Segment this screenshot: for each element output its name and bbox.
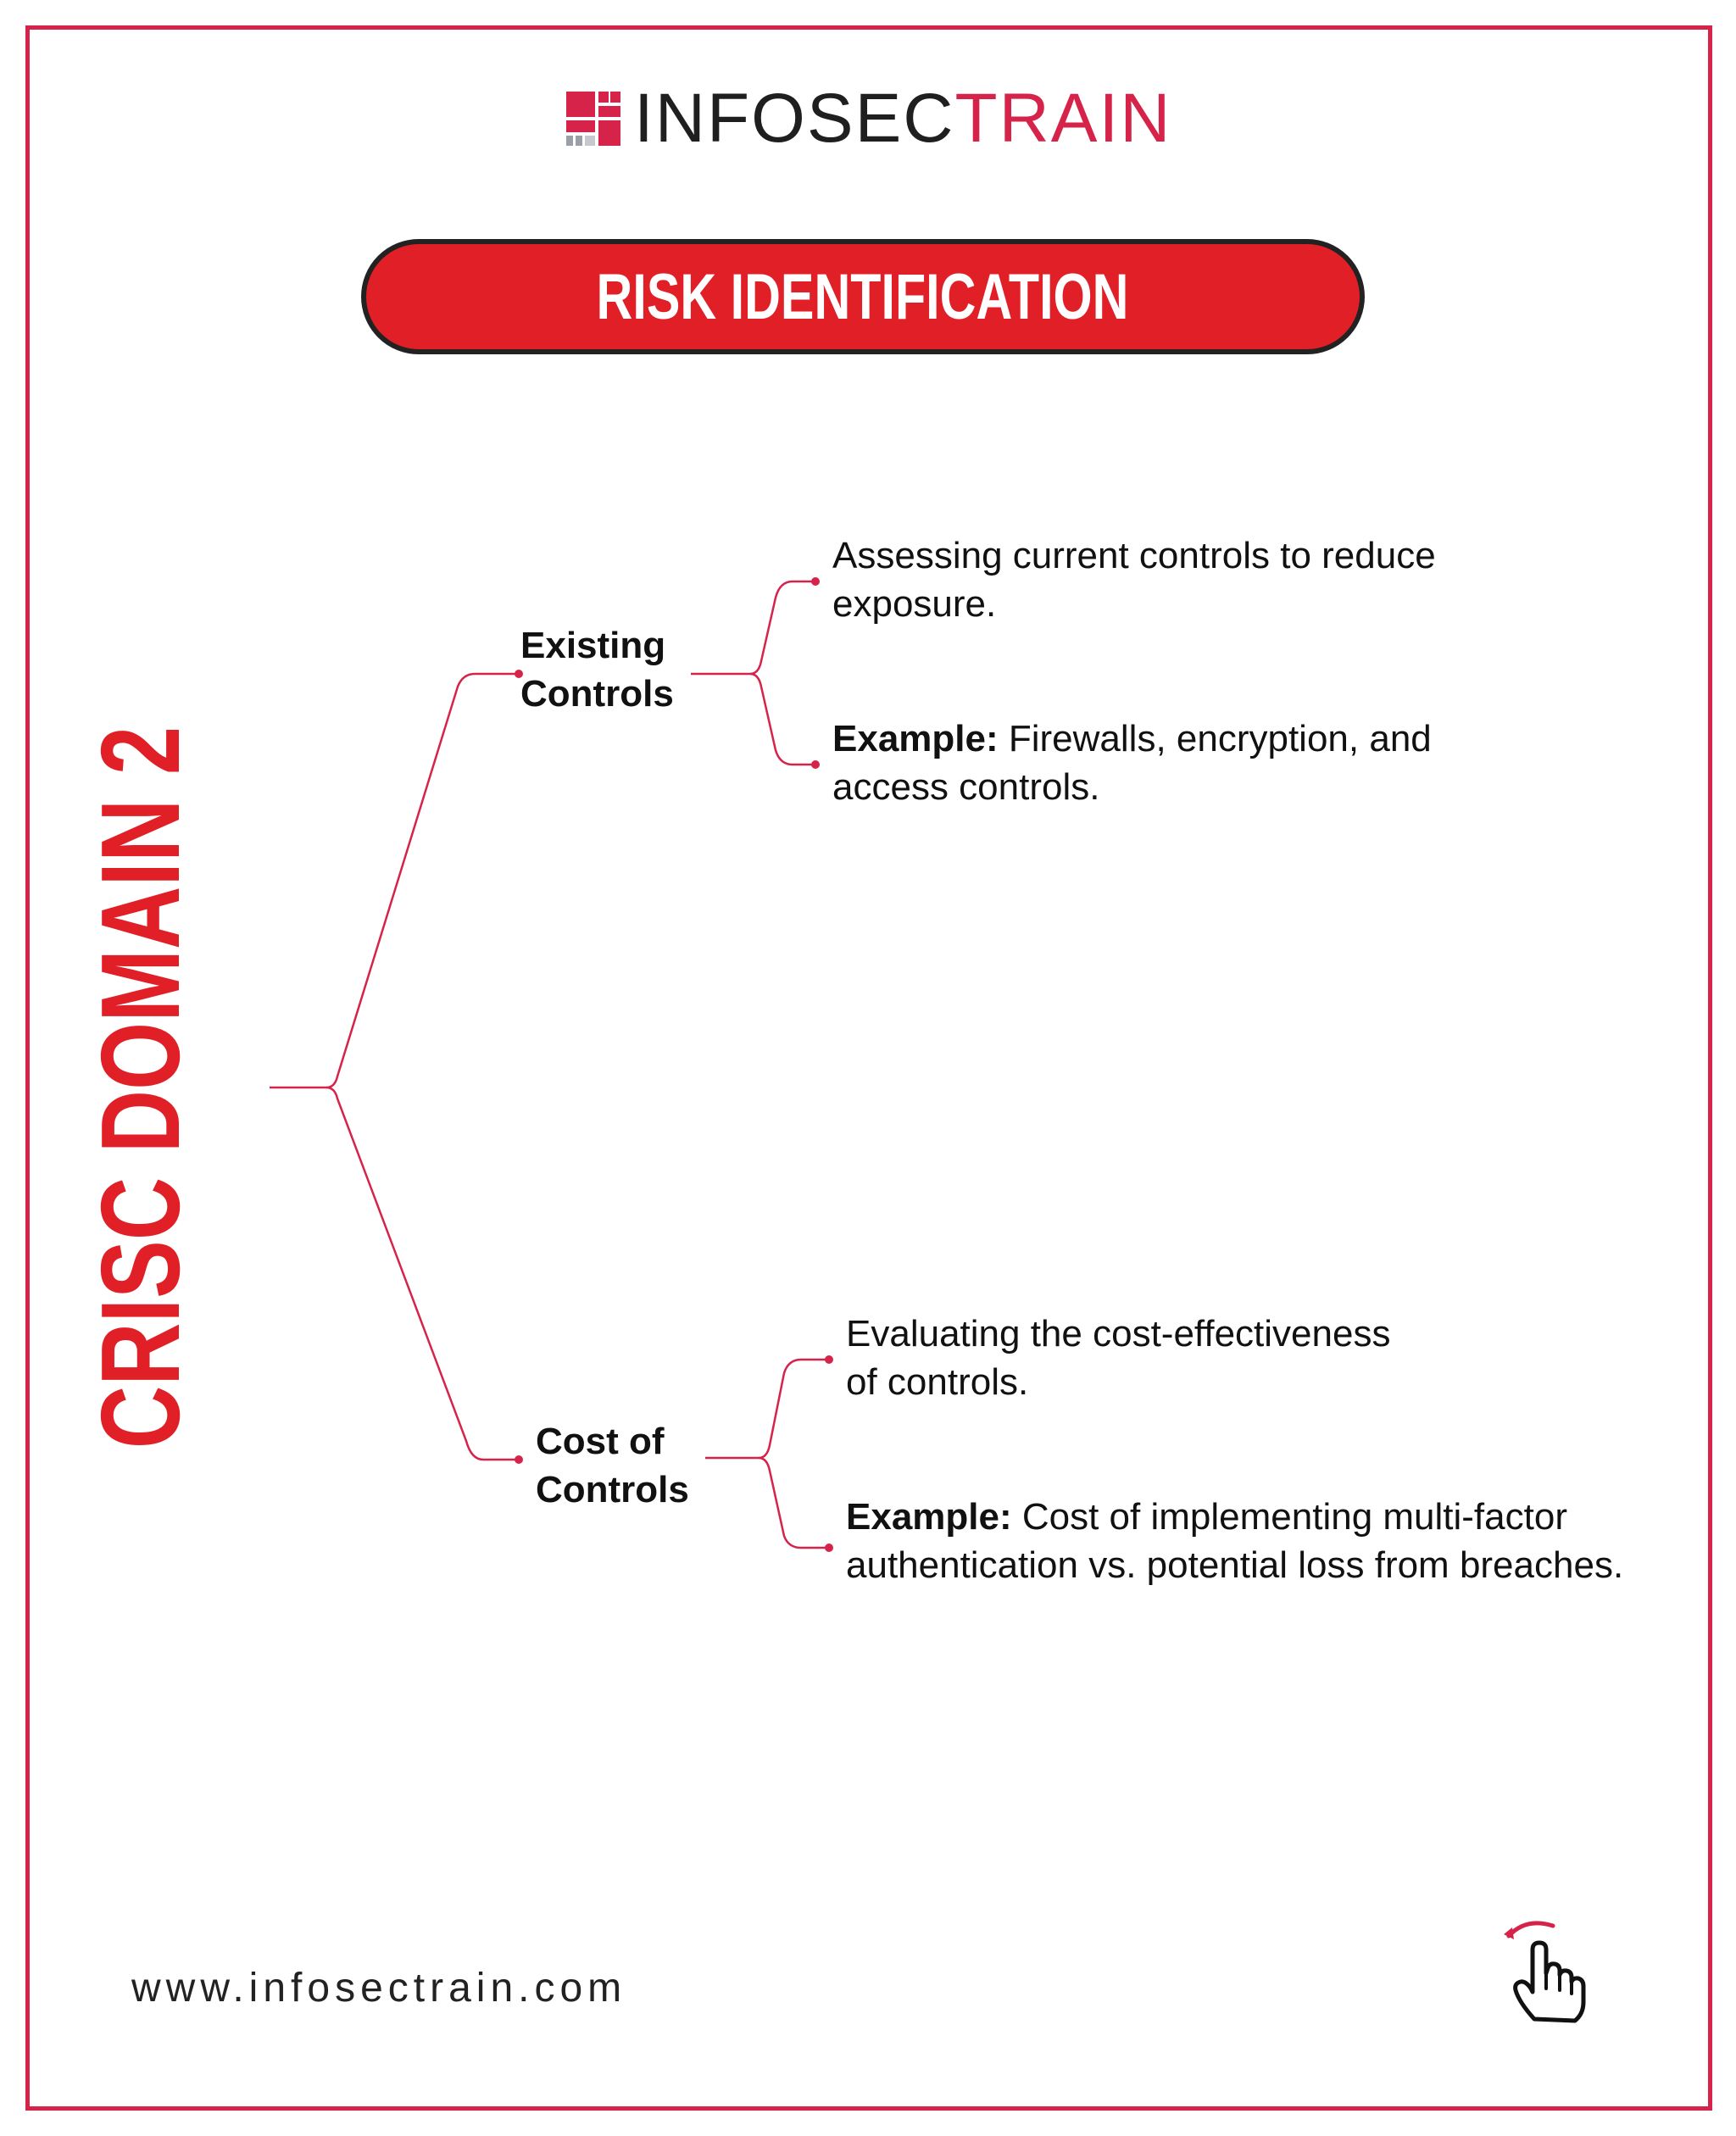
desc-line: of controls. <box>846 1361 1029 1403</box>
side-title: CRISC DOMAIN 2 <box>78 726 203 1449</box>
brand-name-part2: TRAIN <box>954 80 1172 157</box>
node-cost-of-controls <box>536 1417 689 1514</box>
example-text-line2: authentication vs. potential loss from breaches. <box>846 1544 1624 1586</box>
desc-line: Assessing current controls to reduce <box>832 535 1436 576</box>
node-label-line: Controls <box>536 1469 689 1510</box>
cost-of-controls-example <box>846 1493 1623 1589</box>
swipe-hand-icon <box>1500 1917 1594 2028</box>
example-text: Cost of implementing multi-factor <box>1011 1496 1567 1538</box>
example-label: Example: <box>832 718 999 759</box>
example-text: Firewalls, encryption, and <box>998 718 1432 759</box>
cost-of-controls-description <box>846 1310 1390 1406</box>
existing-controls-example <box>832 715 1432 811</box>
example-label: Example: <box>846 1496 1012 1538</box>
node-label-line: Existing <box>520 625 666 666</box>
brand-name-part1: INFOSEC <box>634 80 955 157</box>
node-label-line: Controls <box>520 673 674 715</box>
existing-controls-description <box>832 531 1436 628</box>
node-label-line: Cost of <box>536 1421 665 1462</box>
desc-line: exposure. <box>832 583 997 625</box>
node-existing-controls <box>520 621 674 718</box>
desc-line: Evaluating the cost-effectiveness <box>846 1313 1391 1354</box>
example-text-line2: access controls. <box>832 766 1100 808</box>
website-url[interactable]: www.infosectrain.com <box>131 1966 627 2011</box>
page-title: RISK IDENTIFICATION <box>597 260 1129 333</box>
